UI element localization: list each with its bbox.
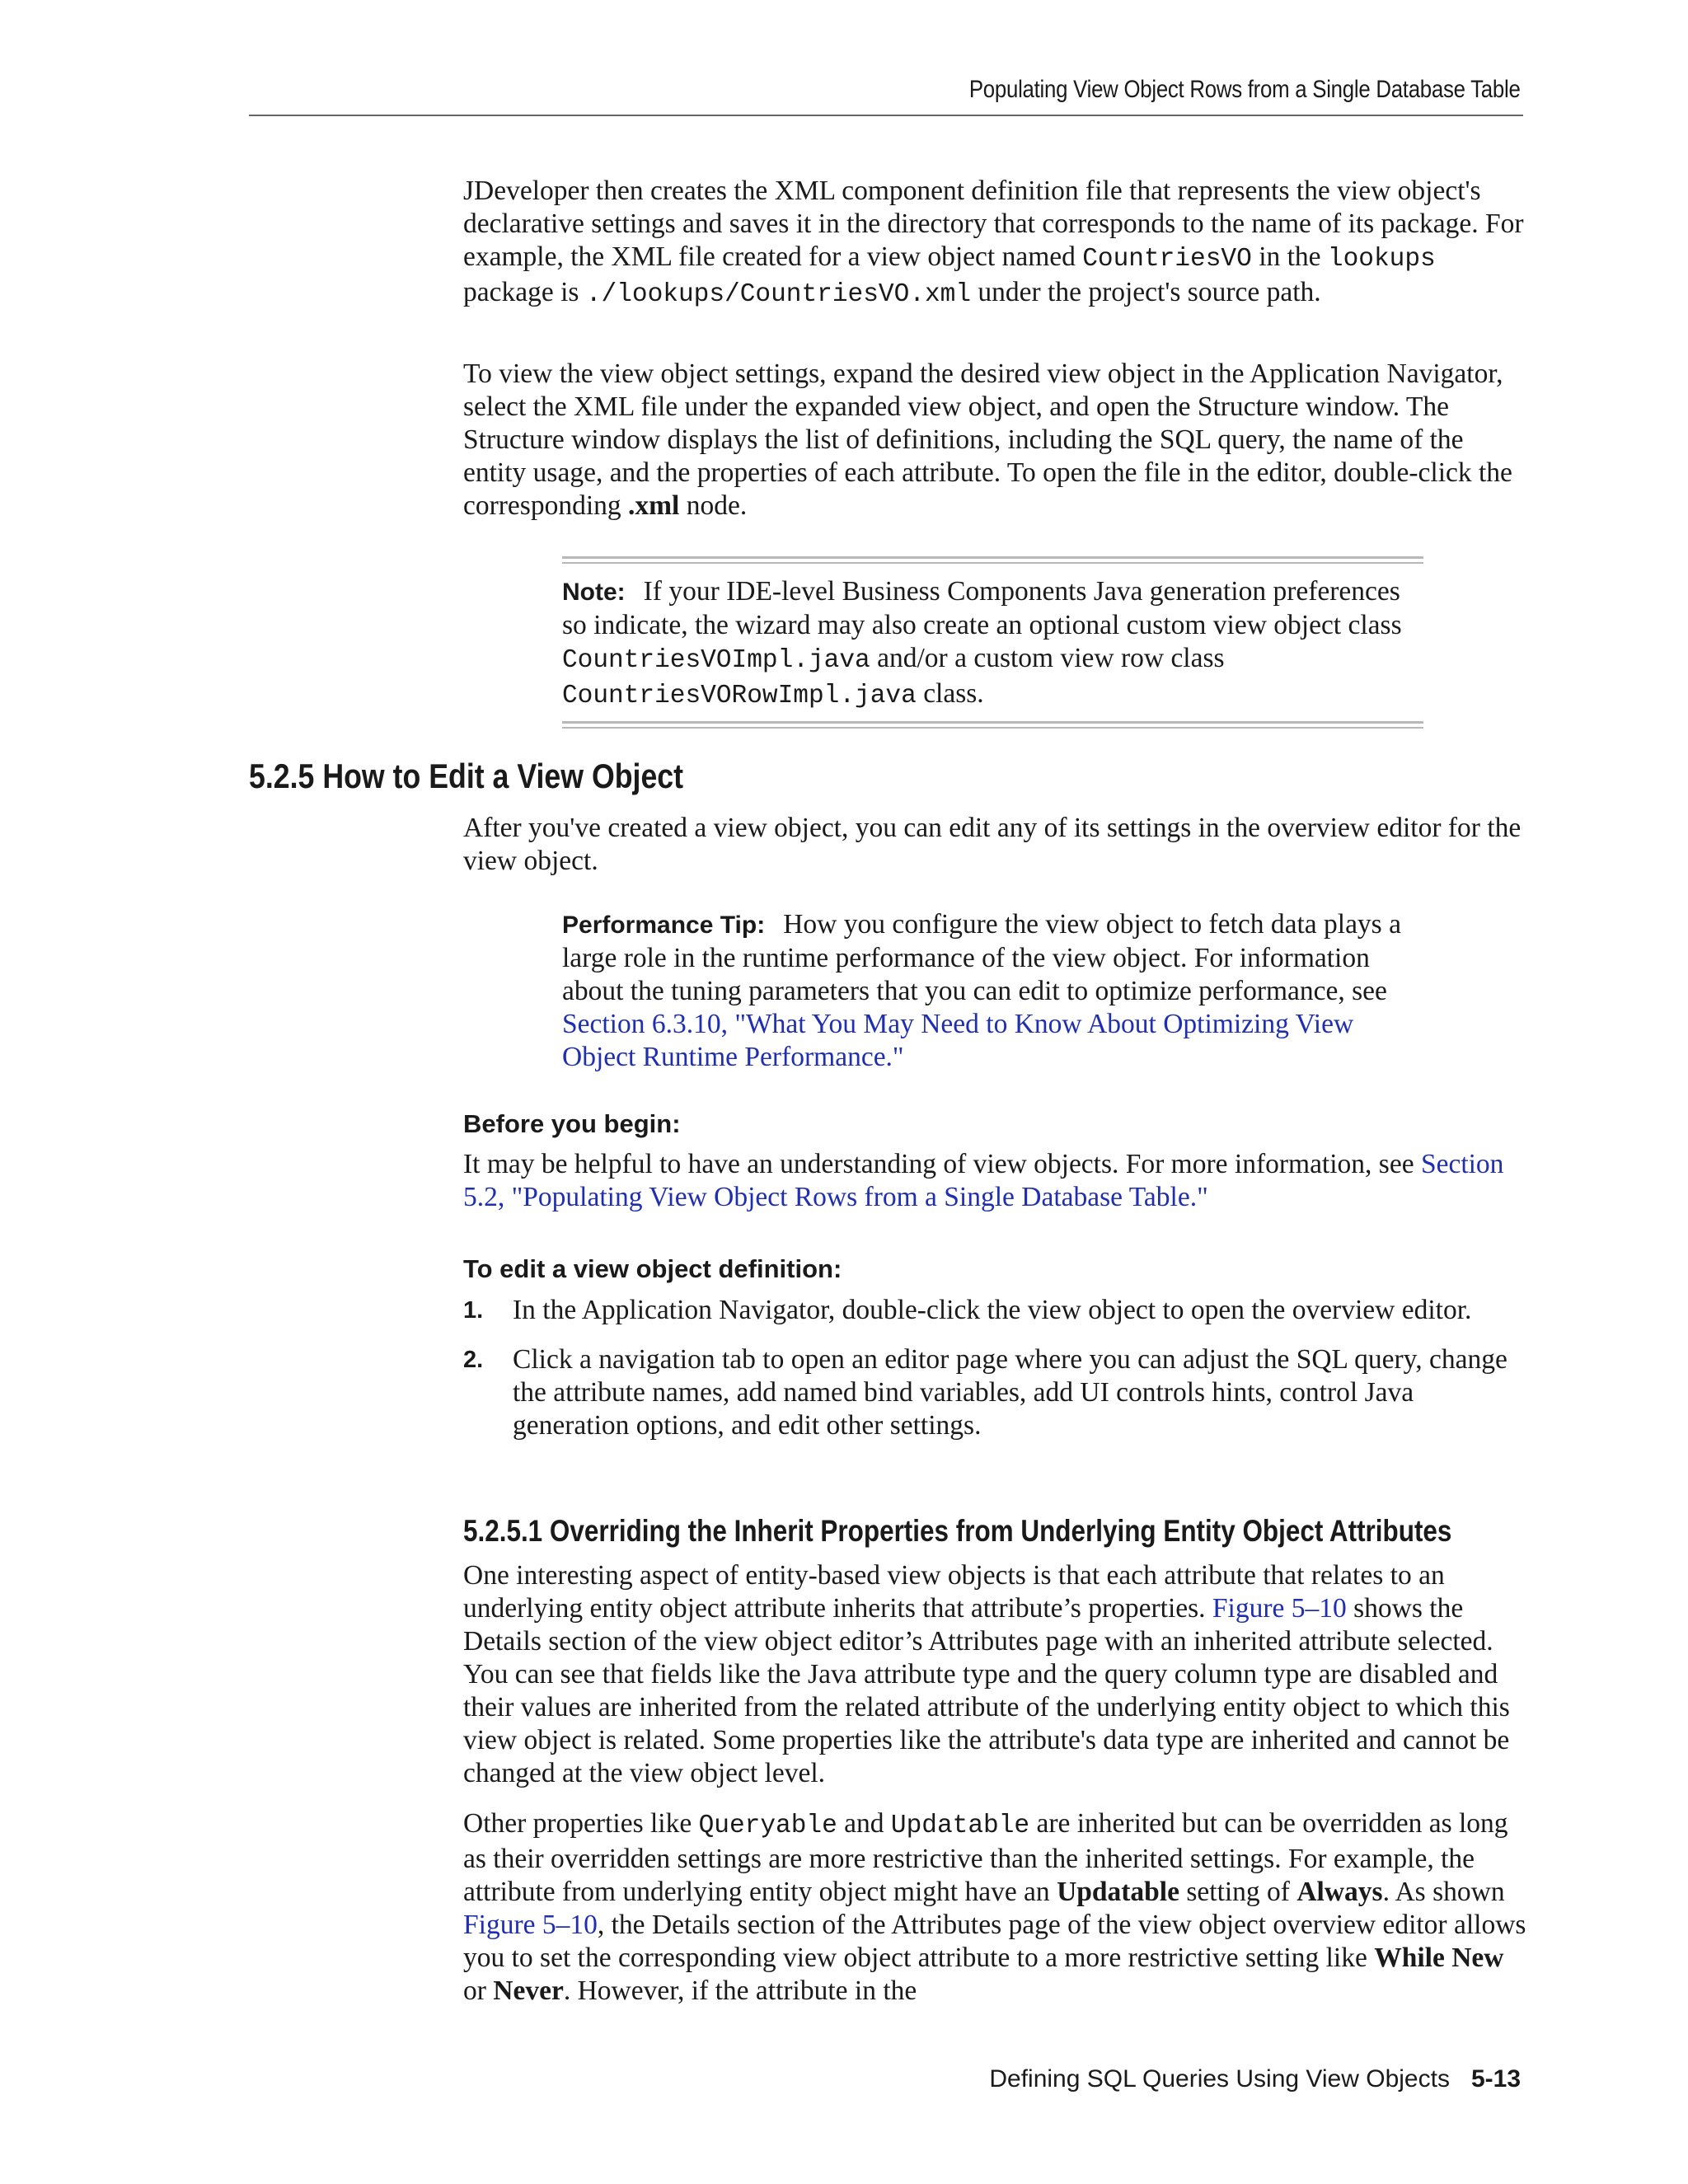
code-updatable: Updatable [890, 1811, 1030, 1840]
section-heading-525: 5.2.5 How to Edit a View Object [249, 757, 684, 795]
text: To view the view object settings, expand the desired view object in the Application Navigator, select the XML file under the expanded view object, and open the Structure window. The Structure window displays the list of definitions, including the SQL query, the name of the entity usage, and the properties of each attribute. To open the file in the editor, double-click the corresponding [463, 359, 1512, 521]
code-lookups: lookups [1327, 245, 1436, 274]
page-footer [989, 2065, 1521, 2093]
text: and [837, 1808, 891, 1839]
procedure-heading: To edit a view object definition: [463, 1254, 842, 1283]
bold-always: Always [1296, 1877, 1383, 1907]
bold-never: Never [493, 1975, 564, 2006]
paragraph-inherit [463, 1559, 1526, 1790]
bold-xml: .xml [628, 490, 680, 521]
link-section-6310[interactable]: Section 6.3.10, "What You May Need to Know About Optimizing View Object Runtime Performance." [562, 1009, 1354, 1072]
text: shows the Details section of the view object editor’s Attributes page with an inherited attribute selected. You can see that fields like the Java attribute type and the query column type are disabled and their values are inherited from the related attribute of the underlying entity object to which this view object is related. Some properties like the attribute's data type are inherited and cannot be changed at the view object level. [463, 1593, 1510, 1788]
note-top-rule [562, 556, 1423, 564]
paragraph-structure-window [463, 358, 1526, 523]
text: One interesting aspect of entity-based view objects is that each attribute that relates to an underlying entity object attribute inherits that attribute’s properties. [463, 1560, 1445, 1624]
text: under the project's source path. [971, 277, 1321, 307]
text: If your IDE-level Business Components Java generation preferences so indicate, the wizard may also create an optional custom view object class [562, 576, 1402, 640]
before-you-begin-heading: Before you begin: [463, 1109, 681, 1138]
text: . As shown [1382, 1877, 1505, 1907]
bold-updatable: Updatable [1057, 1877, 1179, 1907]
text: , the Details section of the Attributes page of the view object overview editor allows you to set the corresponding view object attribute to a more restrictive setting like [463, 1910, 1526, 1973]
paragraph-before [463, 1148, 1526, 1214]
link-figure-5-10[interactable]: Figure 5–10 [1212, 1593, 1347, 1624]
text: class. [916, 678, 984, 709]
text: JDeveloper then creates the XML component definition file that represents the view object's declarative settings and saves it in the directory that corresponds to the name of its package. For example, the XML file created for a view object named [463, 176, 1524, 272]
header-rule [249, 115, 1523, 116]
section-heading-5251: 5.2.5.1 Overriding the Inherit Properties from Underlying Entity Object Attributes [463, 1514, 1452, 1548]
list-item [463, 1294, 1526, 1327]
step-number: 2. [463, 1347, 484, 1373]
text: package is [463, 277, 586, 307]
paragraph-override [463, 1807, 1526, 2008]
footer-title: Defining SQL Queries Using View Objects [989, 2065, 1450, 2093]
text: . However, if the attribute in the [563, 1975, 917, 2006]
step-number: 1. [463, 1297, 484, 1324]
text: How you configure the view object to fetch data plays a large role in the runtime performance of the view object. For information about the tuning parameters that you can edit to optimize performance, see [562, 909, 1401, 1006]
text: and/or a custom view row class [870, 643, 1225, 673]
note-label: Note: [562, 579, 626, 606]
text: in the [1251, 241, 1328, 272]
tip-label: Performance Tip: [562, 912, 766, 939]
note-bottom-rule [562, 721, 1423, 729]
paragraph-xml-file [463, 175, 1526, 312]
page-number: 5-13 [1470, 2065, 1521, 2093]
paragraph-edit-intro: After you've created a view object, you can edit any of its settings in the overview editor for the view object. [463, 813, 1522, 876]
code-impl: CountriesVOImpl.java [562, 646, 870, 675]
text: It may be helpful to have an understanding of view objects. For more information, see [463, 1149, 1421, 1179]
code-xml-path: ./lookups/CountriesVO.xml [585, 280, 972, 309]
link-figure-5-10[interactable]: Figure 5–10 [463, 1910, 598, 1940]
step-text: In the Application Navigator, double-click the view object to open the overview editor. [513, 1295, 1472, 1325]
text: setting of [1179, 1877, 1297, 1907]
text: node. [679, 490, 748, 521]
note-text [562, 575, 1423, 713]
list-item [463, 1343, 1526, 1442]
running-header: Populating View Object Rows from a Single Database Table [969, 76, 1521, 103]
bold-while-new: While New [1374, 1943, 1504, 1973]
text: Other properties like [463, 1808, 699, 1839]
step-text: Click a navigation tab to open an editor page where you can adjust the SQL query, change the attribute names, add named bind variables, add UI controls hints, control Java generation options, and edit other settings. [513, 1344, 1507, 1441]
text: or [463, 1975, 494, 2006]
performance-tip [562, 908, 1423, 1074]
procedure-steps [463, 1294, 1526, 1459]
link-section-52[interactable]: Section 5.2, "Populating View Object Rows from a Single Database Table." [463, 1149, 1504, 1212]
code-countriesvo: CountriesVO [1082, 245, 1252, 274]
code-queryable: Queryable [698, 1811, 837, 1840]
code-rowimpl: CountriesVORowImpl.java [562, 682, 917, 710]
text: are inherited but can be overridden as long as their overridden settings are more restrictive than the inherited settings. For example, the attribute from underlying entity object might have an [463, 1808, 1508, 1907]
note-box [562, 556, 1423, 729]
